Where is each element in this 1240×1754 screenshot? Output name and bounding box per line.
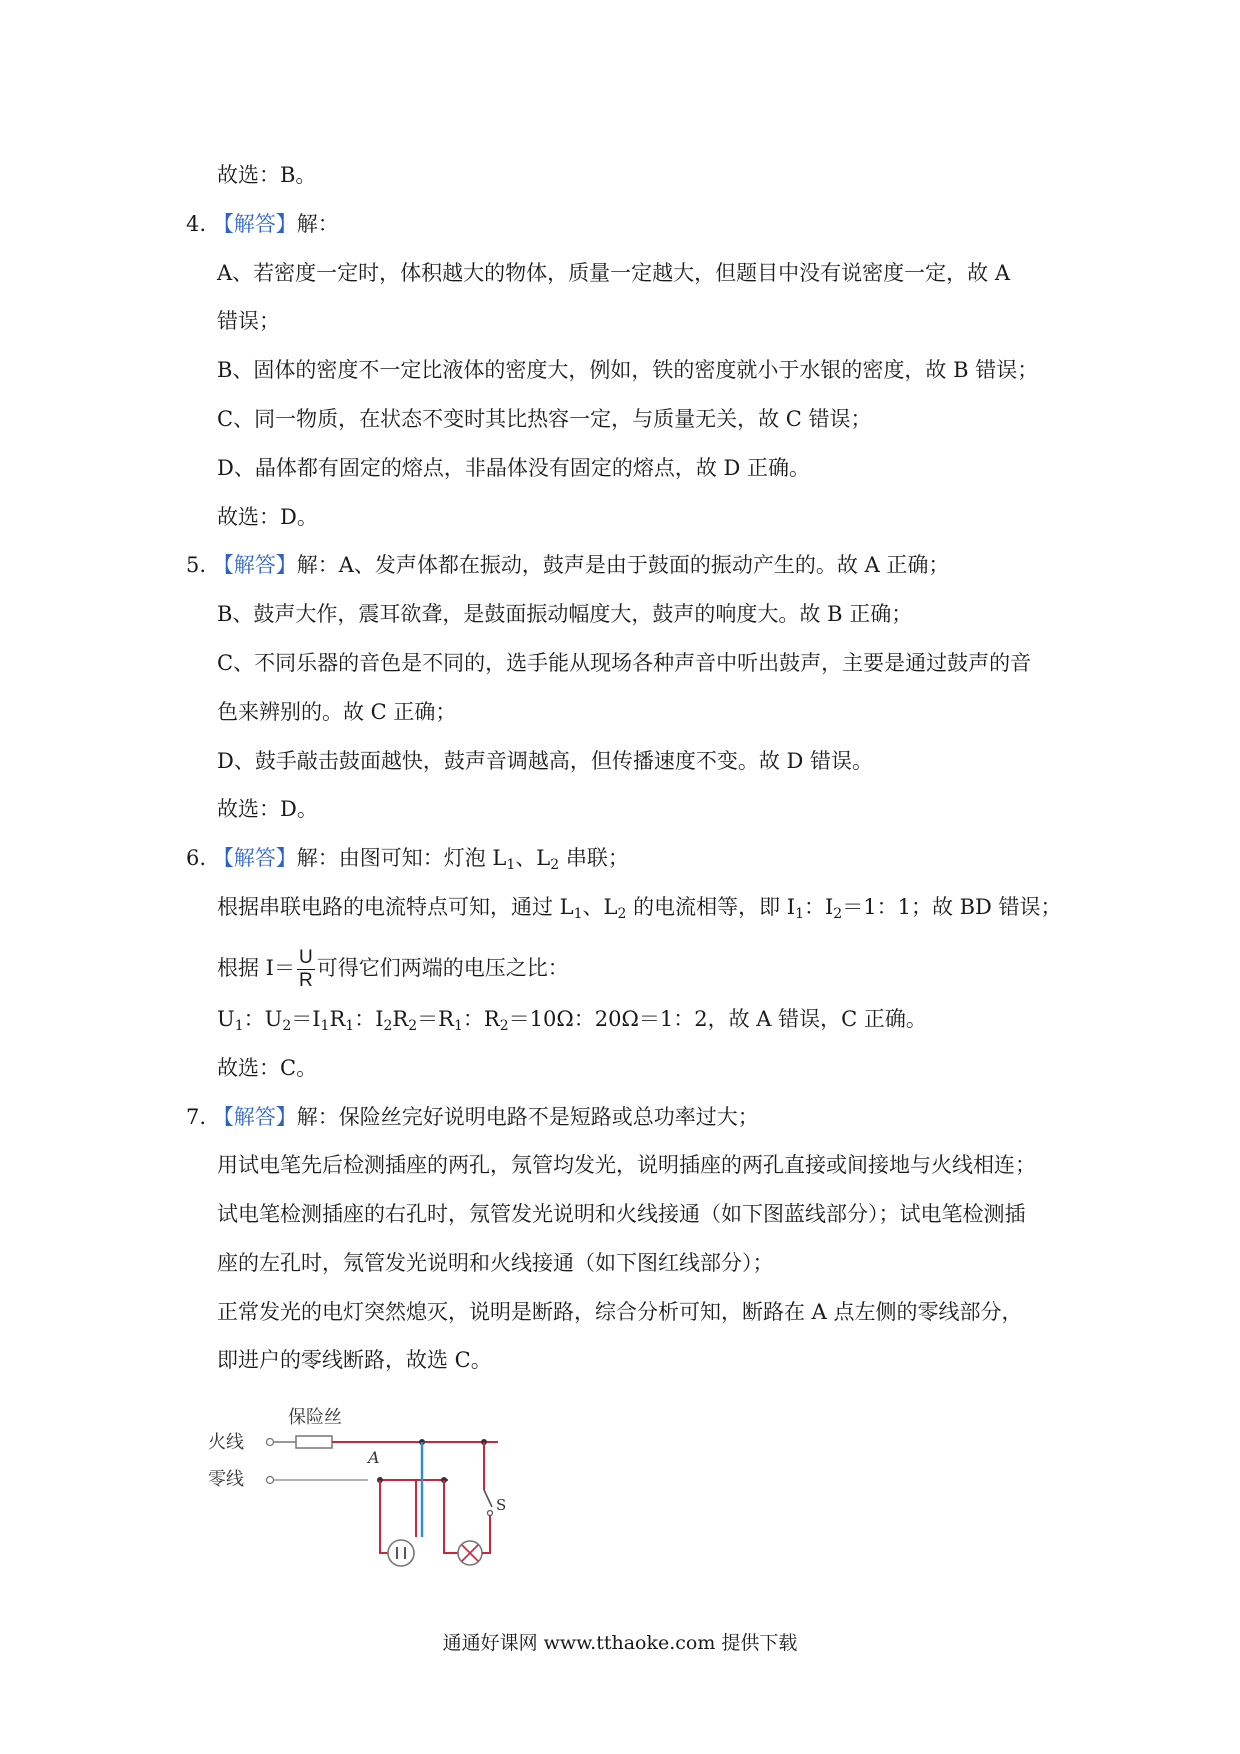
page-footer: 通通好课网 www.tthaoke.com 提供下载: [442, 1632, 798, 1654]
text-fragment: ＝1：1；故 BD 错误；: [842, 895, 1062, 919]
text-fragment: ：U: [243, 1007, 283, 1031]
answer-tag: 【解答】: [212, 212, 297, 236]
neutral-wire-label: 零线: [208, 1469, 244, 1490]
subscript: 1: [320, 1018, 330, 1034]
subscript: 2: [550, 857, 560, 873]
subscript: 2: [617, 906, 627, 922]
answer-tag: 【解答】: [212, 1105, 297, 1129]
question-number: 5.: [186, 553, 207, 577]
answer-line: 故选：D。: [217, 505, 318, 529]
text-line: B、固体的密度不一定比液体的密度大，例如，铁的密度就小于水银的密度，故 B 错误；: [217, 358, 1039, 382]
answer-line: 故选：B。: [217, 163, 317, 187]
text-fragment: 的电流相等，即 I: [626, 895, 796, 919]
text-fragment: 根据串联电路的电流特点可知，通过 L: [217, 895, 574, 919]
text-line: A、若密度一定时，体积越大的物体，质量一定越大，但题目中没有说密度一定，故 A: [217, 261, 1011, 285]
text-line: 色来辨别的。故 C 正确；: [217, 700, 457, 724]
question-4-header: [186, 209, 339, 239]
answer-line: 故选：D。: [217, 797, 318, 821]
subscript: 2: [383, 1018, 393, 1034]
fraction: [297, 947, 315, 992]
text-fragment: ：I: [804, 895, 834, 919]
text-line: D、晶体都有固定的熔点，非晶体没有固定的熔点，故 D 正确。: [217, 456, 811, 480]
text-fragment: ＝R: [417, 1007, 454, 1031]
question-number: 7.: [186, 1105, 207, 1129]
point-a-label: A: [368, 1448, 380, 1467]
text-fragment: U: [217, 1007, 235, 1031]
text-fragment: 、L: [582, 895, 618, 919]
answer-tag: 【解答】: [212, 846, 297, 870]
question-text: 解：保险丝完好说明电路不是短路或总功率过大；: [296, 1105, 759, 1129]
text-fragment: 根据 I＝: [217, 956, 295, 980]
text-fragment: 解：由图可知：灯泡 L: [296, 846, 507, 870]
switch-label: S: [496, 1496, 507, 1514]
text-line: 试电笔检测插座的右孔时，氖管发光说明和火线接通（如下图蓝线部分）；试电笔检测插: [217, 1202, 1026, 1226]
text-line: [217, 892, 1062, 922]
subscript: 1: [234, 1018, 244, 1034]
formula-line: [217, 1004, 927, 1034]
text-fragment: R: [392, 1007, 409, 1031]
text-fragment: ：I: [354, 1007, 384, 1031]
formula-line: [217, 940, 569, 996]
fraction-denominator: R: [298, 970, 313, 991]
subscript: 2: [833, 906, 843, 922]
subscript: 1: [795, 906, 804, 922]
live-wire-label: 火线: [208, 1432, 244, 1453]
text-line: D、鼓手敲击鼓面越快，鼓声音调越高，但传播速度不变。故 D 错误。: [217, 749, 874, 773]
subscript: 1: [573, 906, 583, 922]
text-fragment: 串联；: [559, 846, 629, 870]
answer-line: 故选：C。: [217, 1056, 318, 1080]
answer-tag: 【解答】: [212, 553, 297, 577]
text-fragment: R: [329, 1007, 346, 1031]
text-line: B、鼓声大作，震耳欲聋，是鼓面振动幅度大，鼓声的响度大。故 B 正确；: [217, 602, 913, 626]
text-line: C、同一物质，在状态不变时其比热容一定，与质量无关，故 C 错误；: [217, 407, 872, 431]
text-line: C、不同乐器的音色是不同的，选手能从现场各种声音中听出鼓声，主要是通过鼓声的音: [217, 651, 1032, 675]
fuse-label: 保险丝: [288, 1407, 342, 1428]
fraction-numerator: U: [298, 947, 313, 968]
question-text: 解：A、发声体都在振动，鼓声是由于鼓面的振动产生的。故 A 正确；: [296, 553, 950, 577]
question-7-header: [186, 1102, 759, 1132]
switch-icon: [484, 1490, 492, 1507]
question-5-header: [186, 550, 949, 580]
text-fragment: 可得它们两端的电压之比：: [316, 956, 569, 980]
question-6-header: [186, 843, 629, 873]
text-line: 座的左孔时，氖管发光说明和火线接通（如下图红线部分）；: [217, 1251, 774, 1275]
text-line: 用试电笔先后检测插座的两孔，氖管均发光，说明插座的两孔直接或间接地与火线相连；: [217, 1153, 1036, 1177]
text-fragment: ＝10Ω：20Ω＝1：2，故 A 错误，C 正确。: [508, 1007, 927, 1031]
question-number: 6.: [186, 846, 207, 870]
subscript: 2: [499, 1018, 509, 1034]
switch-contact: [488, 1511, 493, 1516]
question-text: 解：: [296, 212, 339, 236]
socket-icon: [388, 1540, 414, 1566]
subscript: 2: [282, 1018, 292, 1034]
lamp-wire-left: [444, 1480, 458, 1553]
live-terminal: [267, 1439, 274, 1446]
text-fragment: 、L: [515, 846, 551, 870]
fuse: [296, 1436, 332, 1448]
subscript: 1: [453, 1018, 463, 1034]
lamp-wire-right: [482, 1513, 490, 1553]
text-fragment: ：R: [462, 1007, 500, 1031]
subscript: 2: [408, 1018, 418, 1034]
text-line: 即进户的零线断路，故选 C。: [217, 1348, 492, 1372]
text-line: 正常发光的电灯突然熄灭，说明是断路，综合分析可知，断路在 A 点左侧的零线部分，: [217, 1300, 1023, 1324]
subscript: 1: [345, 1018, 355, 1034]
neutral-terminal: [267, 1477, 274, 1484]
question-number: 4.: [186, 212, 207, 236]
circuit-diagram: [208, 1395, 528, 1575]
text-line: 错误；: [217, 309, 280, 333]
subscript: 1: [506, 857, 516, 873]
text-fragment: ＝I: [291, 1007, 321, 1031]
